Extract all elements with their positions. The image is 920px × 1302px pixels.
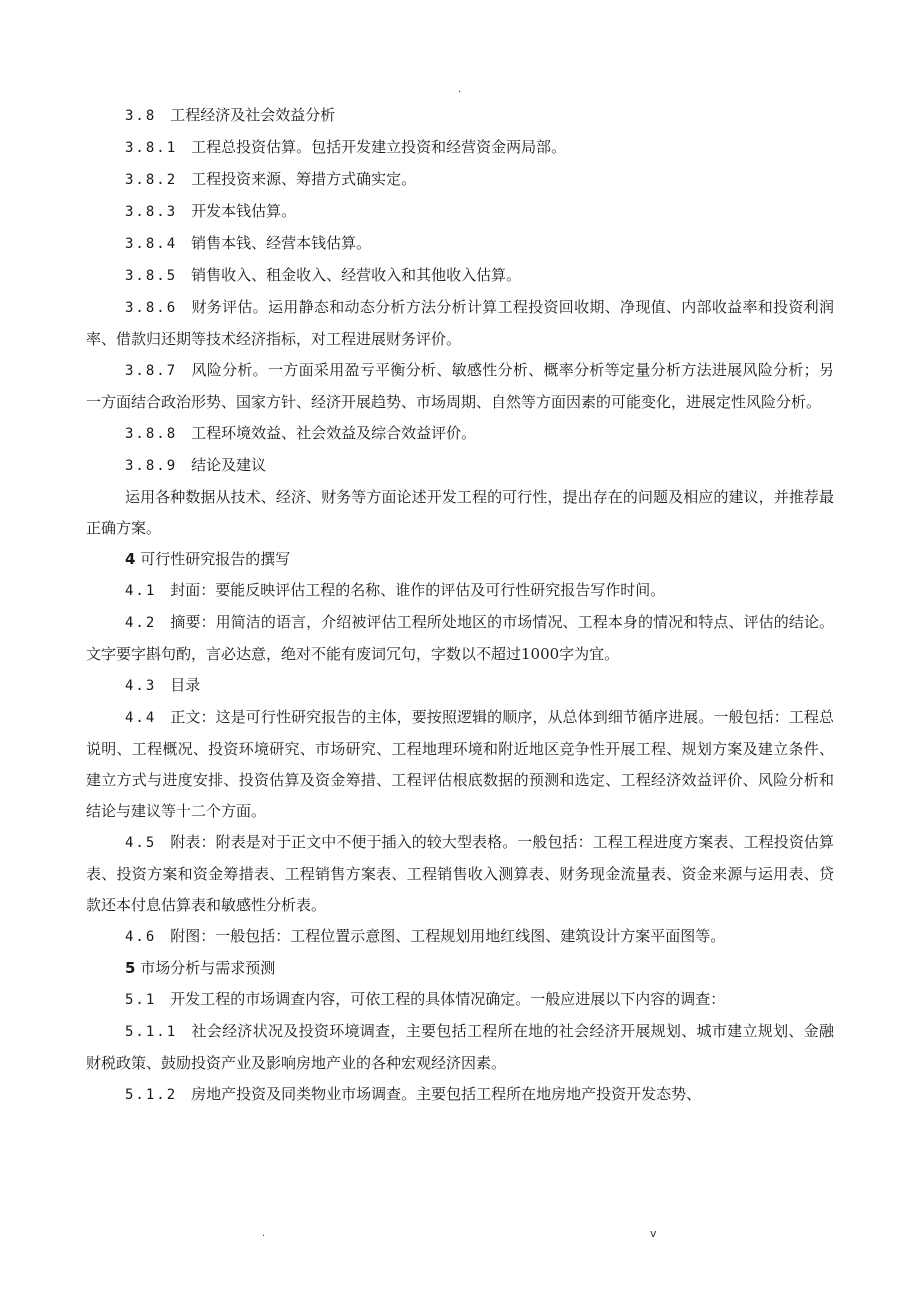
paragraph: 5.1 开发工程的市场调查内容，可依工程的具体情况确定。一般应进展以下内容的调查： [125, 990, 726, 1008]
footer-right-mark: v [650, 1227, 657, 1240]
paragraph: 3.8.8 工程环境效益、社会效益及综合效益评价。 [125, 424, 477, 442]
paragraph: 4.6 附图：一般包括：工程位置示意图、工程规划用地红线图、建筑设计方案平面图等。 [125, 927, 726, 945]
section-heading: 4 可行性研究报告的撰写 [125, 550, 291, 568]
paragraph: 4.1 封面：要能反映评估工程的名称、谁作的评估及可行性研究报告写作时间。 [125, 581, 666, 599]
paragraph: 5.1.1 社会经济状况及投资环境调查，主要包括工程所在地的社会经济开展规划、城市建立规划、金融财税政策、鼓励投资产业及影响房地产业的各种宏观经济因素。 [86, 1022, 834, 1072]
paragraph: 3.8.2 工程投资来源、筹措方式确实定。 [125, 170, 417, 188]
paragraph: 3.8.5 销售收入、租金收入、经营收入和其他收入估算。 [125, 266, 522, 284]
paragraph: 5.1.2 房地产投资及同类物业市场调查。主要包括工程所在地房地产投资开发态势、 [125, 1085, 702, 1103]
header-dot: . [458, 84, 462, 95]
paragraph: 4.5 附表：附表是对于正文中不便于插入的较大型表格。一般包括：工程工程进度方案表、工程投资估算表、投资方案和资金筹措表、工程销售方案表、工程销售收入测算表、财务现金流量表、资金来源与运用表、贷款还本付息估算表和敏感性分析表。 [86, 833, 834, 914]
paragraph: 3.8.7 风险分析。一方面采用盈亏平衡分析、敏感性分析、概率分析等定量分析方法进展风险分析；另一方面结合政治形势、国家方针、经济开展趋势、市场周期、自然等方面因素的可能变化，进展定性风险分析。 [86, 361, 834, 411]
footer-left-mark: . [262, 1228, 266, 1239]
paragraph: 3.8.3 开发本钱估算。 [125, 202, 297, 220]
paragraph: 3.8.6 财务评估。运用静态和动态分析方法分析计算工程投资回收期、净现值、内部收益率和投资利润率、借款归还期等技术经济指标，对工程进展财务评价。 [86, 298, 834, 348]
paragraph: 3.8 工程经济及社会效益分析 [125, 106, 336, 124]
paragraph: 3.8.9 结论及建议 [125, 456, 267, 474]
paragraph: 4.4 正文：这是可行性研究报告的主体，要按照逻辑的顺序，从总体到细节循序进展。一般包括：工程总说明、工程概况、投资环境研究、市场研究、工程地理环境和附近地区竞争性开展工程、规划方案及建立条件、建立方式与进度安排、投资估算及资金筹措、工程评估根底数据的预测和选定、工程经济效益评价、风险分析和结论与建议等十二个方面。 [86, 708, 834, 820]
paragraph: 4.2 摘要：用简洁的语言，介绍被评估工程所处地区的市场情况、工程本身的情况和特点、评估的结论。文字要字斟句酌，言必达意，绝对不能有废词冗句，字数以不超过1000字为宜。 [86, 613, 834, 663]
paragraph: 3.8.4 销售本钱、经营本钱估算。 [125, 234, 372, 252]
paragraph: 3.8.1 工程总投资估算。包括开发建立投资和经营资金两局部。 [125, 138, 567, 156]
document-body [86, 100, 834, 1111]
paragraph: 运用各种数据从技术、经济、财务等方面论述开发工程的可行性，提出存在的问题及相应的建议，并推荐最正确方案。 [86, 488, 834, 537]
paragraph: 4.3 目录 [125, 676, 201, 694]
section-heading: 5 市场分析与需求预测 [125, 959, 276, 977]
